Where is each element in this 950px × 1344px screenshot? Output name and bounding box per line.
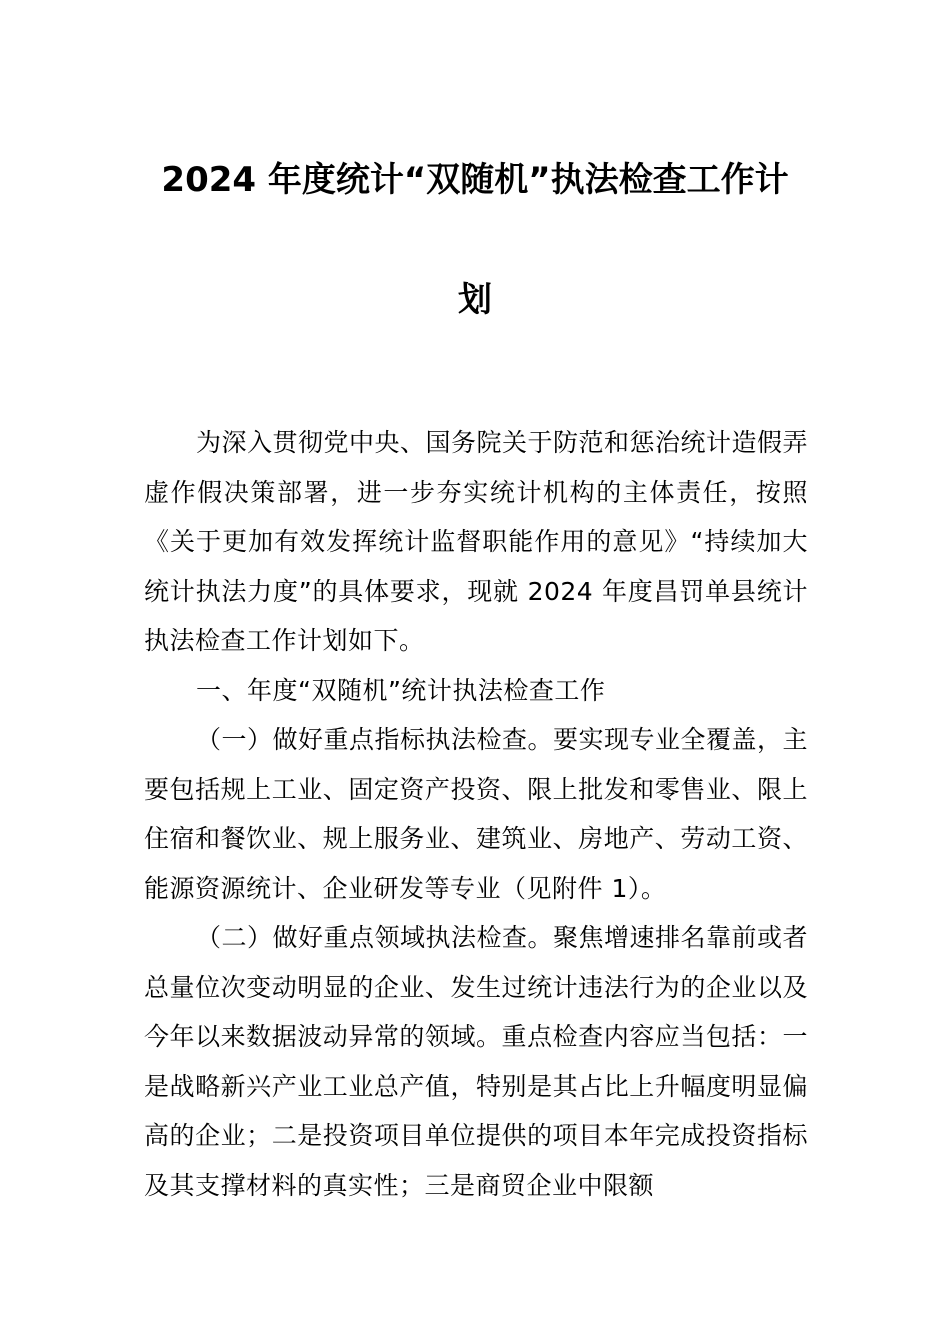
paragraph-key-indicators: （一）做好重点指标执法检查。要实现专业全覆盖，主要包括规上工业、固定资产投资、限上批发和零售业、限上住宿和餐饮业、规上服务业、建筑业、房地产、劳动工资、能源资源统计、企业研发等专业（见附件 1）。: [144, 725, 809, 903]
document-title-line-2: 划: [458, 280, 492, 320]
paragraph-key-areas: （二）做好重点领域执法检查。聚焦增速排名靠前或者总量位次变动明显的企业、发生过统计违法行为的企业以及今年以来数据波动异常的领域。重点检查内容应当包括：一是战略新兴产业工业总产值，特别是其占比上升幅度明显偏高的企业；二是投资项目单位提供的项目本年完成投资指标及其支撑材料的真实性；三是商贸企业中限额: [144, 923, 809, 1200]
paragraph-intro: 为深入贯彻党中央、国务院关于防范和惩治统计造假弄虚作假决策部署，进一步夯实统计机构的主体责任，按照《关于更加有效发挥统计监督职能作用的意见》“持续加大统计执法力度”的具体要求，现就 2024 年度昌罚单县统计执法检查工作计划如下。: [144, 428, 809, 655]
section-heading-1: 一、年度“双随机”统计执法检查工作: [196, 675, 606, 705]
document-body: [144, 418, 808, 1210]
document-title-line-1: 2024 年度统计“双随机”执法检查工作计: [161, 160, 789, 200]
